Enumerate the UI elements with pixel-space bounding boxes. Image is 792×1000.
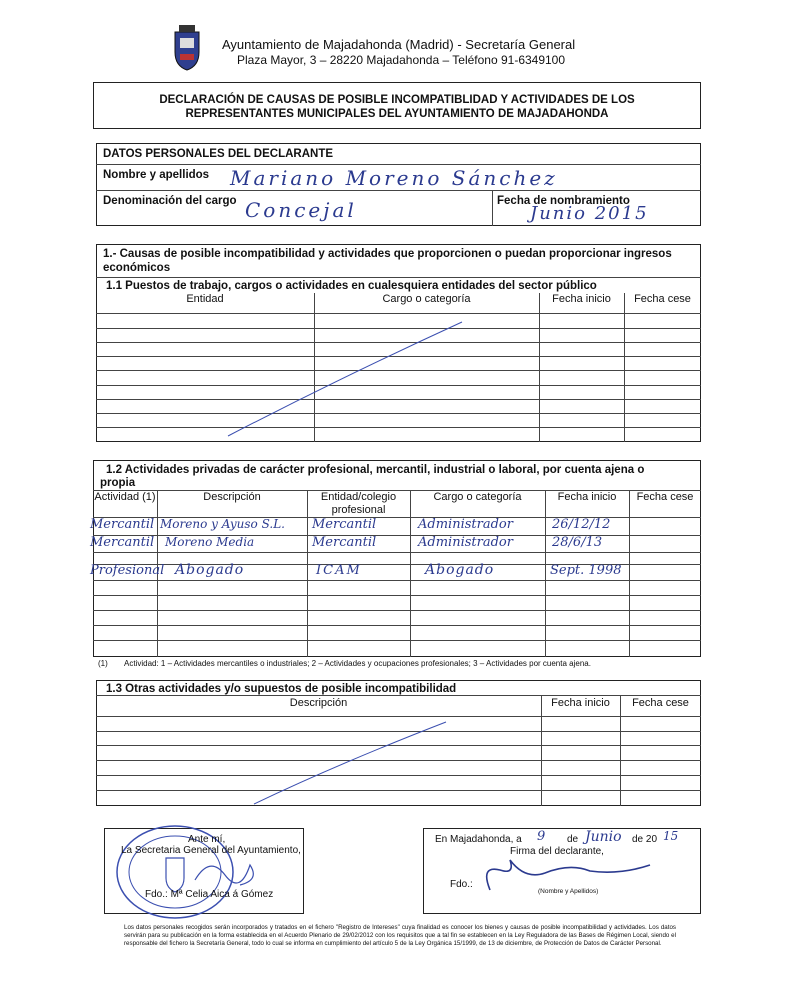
table-row-cell: Mercantil — [312, 535, 377, 550]
table-row-cell: Abogado — [175, 562, 245, 578]
sign-month: Junio — [585, 829, 622, 845]
name-label: Nombre y apellidos — [103, 169, 210, 181]
position-value: Concejal — [245, 198, 357, 222]
position-label: Denominación del cargo — [103, 195, 237, 207]
section1-heading-line2: económicos — [103, 262, 171, 274]
table-row-cell: Moreno y Ayuso S.L. — [160, 517, 285, 531]
name-value: Mariano Moreno Sánchez — [230, 166, 558, 190]
table-row-cell: Moreno Media — [165, 535, 255, 549]
title-line1: DECLARACIÓN DE CAUSAS DE POSIBLE INCOMPATIBLIDAD Y ACTIVIDADES DE LOS — [159, 94, 635, 106]
table-row-cell: 26/12/12 — [552, 517, 611, 532]
address-line: Plaza Mayor, 3 – 28220 Majadahonda – Teléfono 91-6349100 — [237, 53, 566, 67]
sign-de: de — [567, 834, 579, 845]
footnote-text: Actividad: 1 – Actividades mercantiles o industriales; 2 – Actividades y ocupaciones profesionales; 3 – Actividades por cuenta ajena. — [124, 659, 591, 668]
table-row-cell: Mercantil — [90, 535, 155, 550]
table-row-cell: Mercantil — [90, 517, 155, 532]
col-cargo12: Cargo o categoría — [433, 491, 522, 503]
place-prefix: En Majadahonda, a — [435, 834, 522, 845]
left-signer: Fdo.: Mª Celia Aica á Gómez — [145, 889, 274, 900]
col-entidad-colegio: Entidad/colegio profesional — [320, 491, 397, 516]
name-caption: (Nombre y Apellidos) — [538, 888, 599, 895]
sign-year-suffix: 15 — [663, 829, 679, 843]
table-row-cell: ICAM — [316, 563, 362, 578]
table-row-cell: Sept. 1998 — [550, 563, 622, 578]
col-descripcion: Descripción — [203, 491, 261, 503]
legal-text: Los datos personales recogidos serán incorporados y tratados en el fichero "Registro de Intereses" cuya finalidad es conocer los bienes y causas de posible incompatibilidad y actividades. Los datos servirán para su publicación en la forma establecida en el Acuerdo Plenario de 29/02/2012 con los requisitos que a tal fin se establecen en la Ley Reguladora de las Bases de Régimen Local, siendo el responsable del fichero la Secretaría General, todo lo cual se informa en cumplimiento del artículo 5 de la Ley Orgánica 15/1999, de 13 de diciembre, de Protección de Datos de Carácter Personal. — [124, 924, 676, 947]
col-fecha-cese: Fecha cese — [634, 293, 691, 305]
sign-day: 9 — [537, 829, 546, 844]
col-entidad: Entidad — [186, 293, 224, 305]
col-descripcion13: Descripción — [289, 697, 348, 709]
col-actividad: Actividad (1) — [94, 491, 156, 503]
section12-heading-line1: 1.2 Actividades privadas de carácter profesional, mercantil, industrial o laboral, por cuenta ajena o — [106, 464, 645, 476]
left-signature-scribble — [190, 850, 270, 890]
table-row-cell: 28/6/13 — [552, 535, 603, 550]
date-value: Junio 2015 — [530, 203, 649, 224]
coat-of-arms-icon — [170, 24, 204, 72]
col-fecha-inicio: Fecha inicio — [552, 293, 611, 305]
section12-heading-line2: propia — [100, 477, 136, 489]
table-row-cell: Administrador — [418, 535, 513, 550]
section1-heading-line1: 1.- Causas de posible incompatibilidad y actividades que proporcionen o puedan proporcionar ingresos — [103, 248, 672, 260]
section13-heading: 1.3 Otras actividades y/o supuestos de posible incompatibilidad — [106, 683, 457, 695]
footnote-ref: (1) — [98, 659, 108, 668]
table-row-cell: Abogado — [425, 562, 495, 578]
col-fecha-cese13: Fecha cese — [632, 697, 689, 709]
declarant-label: Firma del declarante, — [510, 846, 604, 857]
col-fecha-cese12: Fecha cese — [636, 491, 694, 503]
left-sig-line2: La Secretaria General del Ayuntamiento, — [121, 845, 301, 856]
fdo-label: Fdo.: — [450, 879, 473, 890]
strike-through-line — [220, 318, 470, 440]
table-row-cell: Profesional — [90, 563, 165, 578]
org-line: Ayuntamiento de Majadahonda (Madrid) - Secretaría General — [222, 37, 576, 52]
left-sig-line1: Ante mí, — [188, 834, 226, 845]
col-fecha-inicio12: Fecha inicio — [557, 491, 617, 503]
strike-through-line — [250, 718, 450, 808]
col-cargo: Cargo o categoría — [382, 293, 471, 305]
title-line2: REPRESENTANTES MUNICIPALES DEL AYUNTAMIENTO DE MAJADAHONDA — [185, 108, 609, 120]
table-row-cell: Administrador — [418, 517, 513, 532]
date-label: Fecha de nombramiento — [497, 195, 630, 207]
sign-year-prefix: de 20 — [632, 834, 658, 845]
table-row-cell: Mercantil — [312, 517, 377, 532]
sub11-heading: 1.1 Puestos de trabajo, cargos o actividades en cualesquiera entidades del sector público — [106, 280, 597, 292]
col-fecha-inicio13: Fecha inicio — [551, 697, 610, 709]
personal-heading: DATOS PERSONALES DEL DECLARANTE — [103, 148, 334, 160]
